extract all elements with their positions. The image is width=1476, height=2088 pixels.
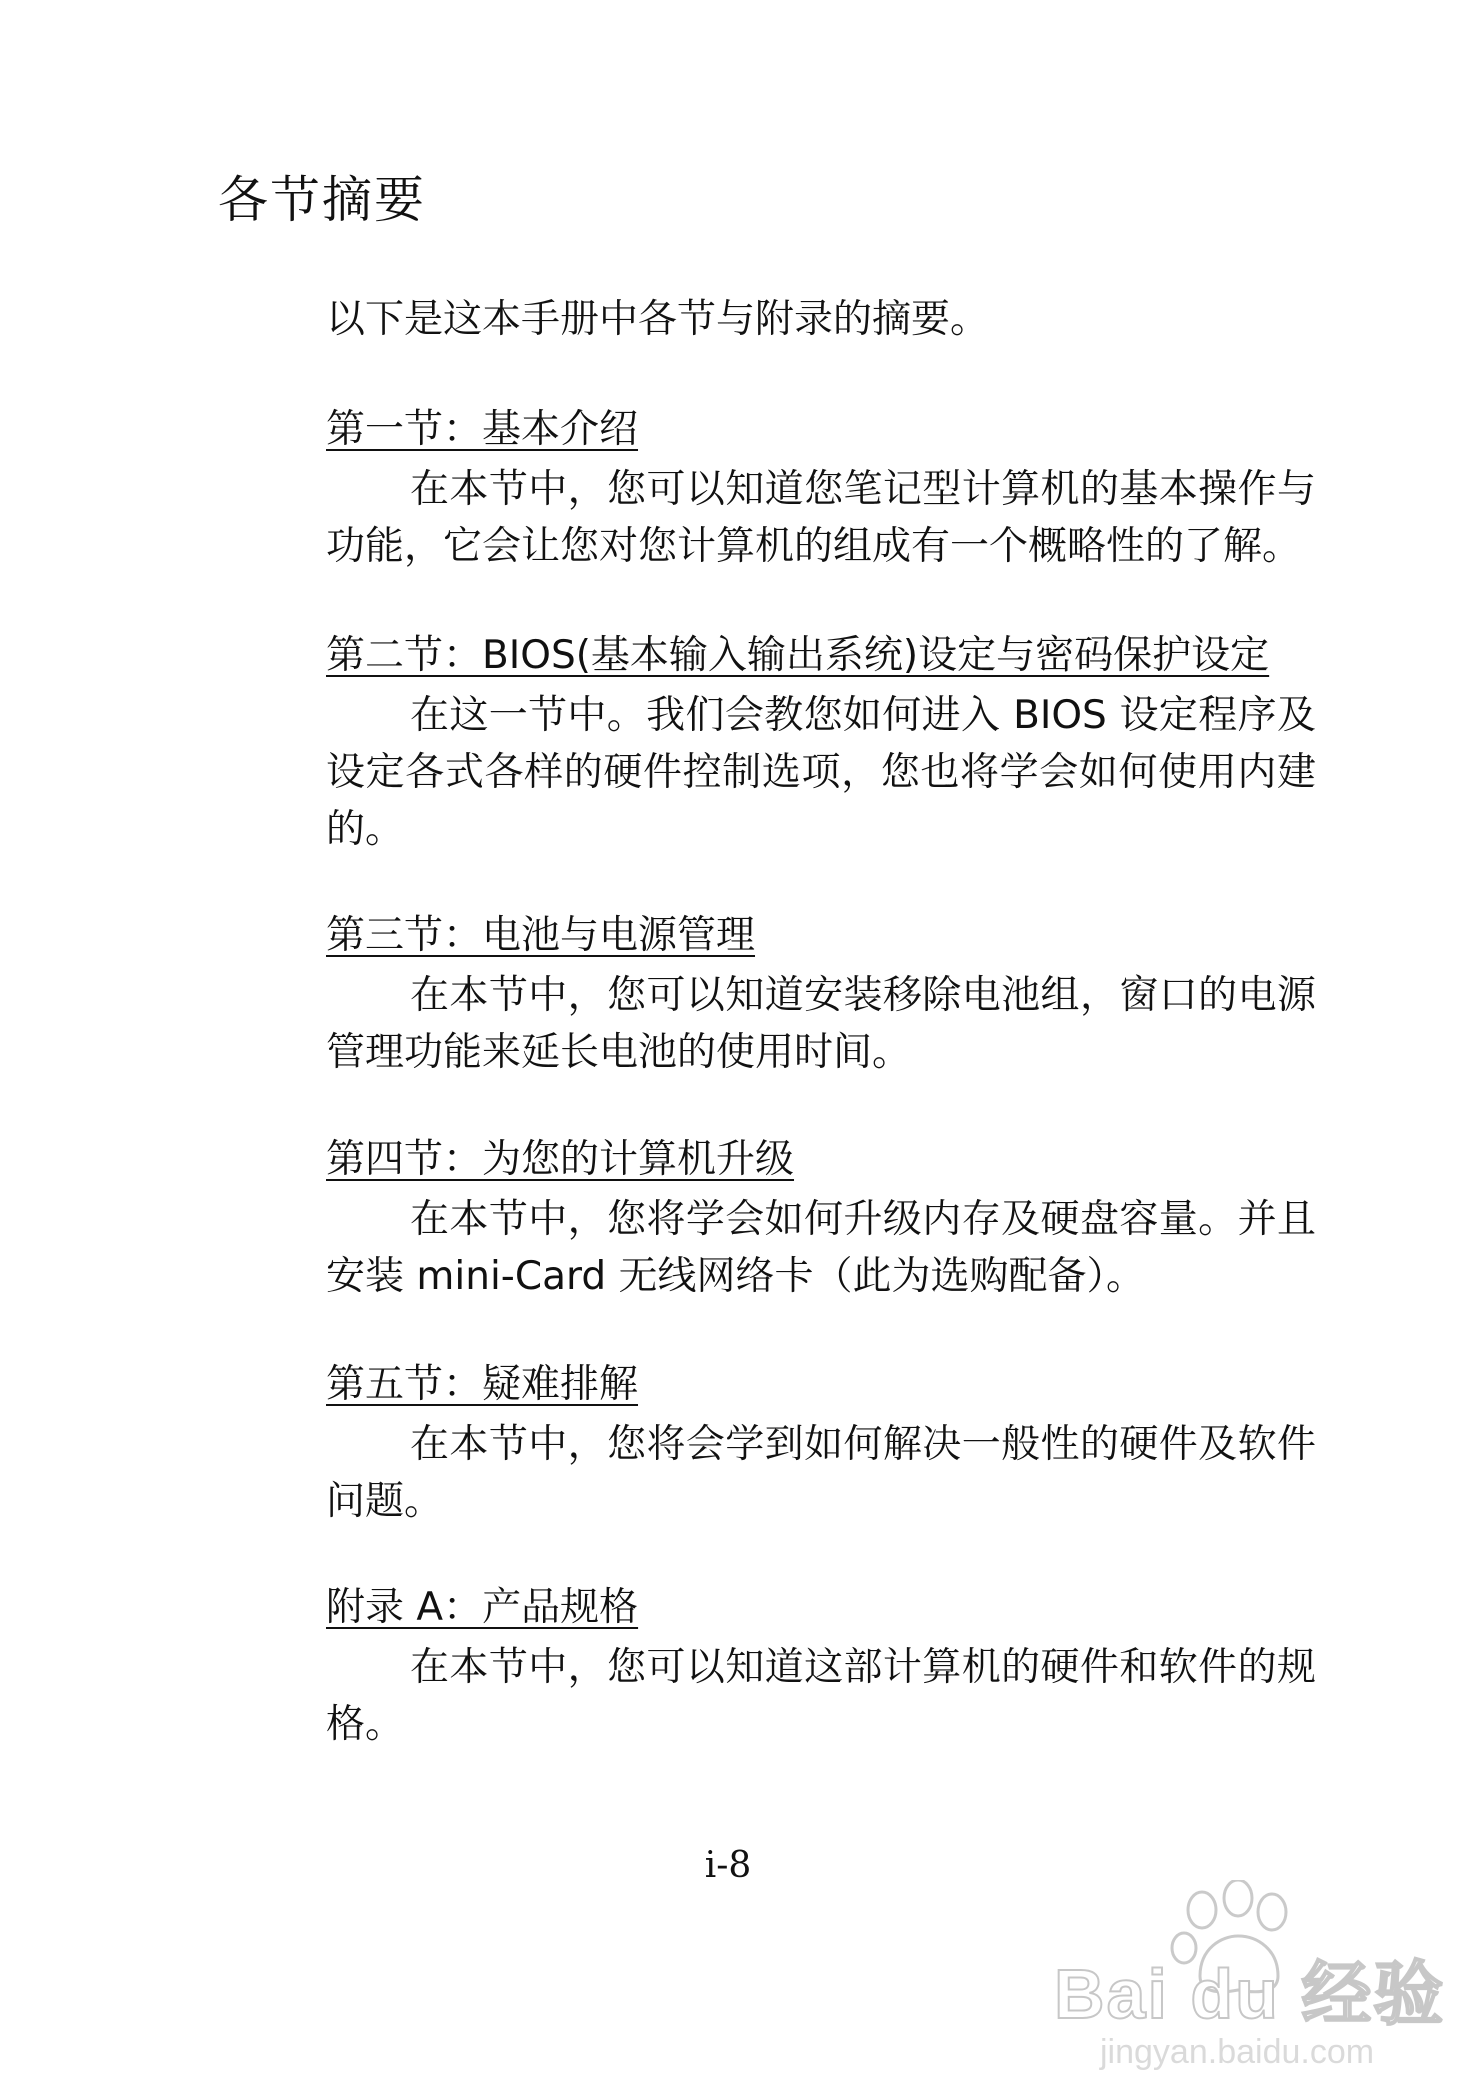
section-heading: 第二节：BIOS(基本输入输出系统)设定与密码保护设定 xyxy=(326,633,1270,678)
section-heading: 第五节：疑难排解 xyxy=(326,1362,639,1407)
section-body: 在本节中，您将会学到如何解决一般性的硬件及软件问题。 xyxy=(326,1422,1316,1524)
section-body: 在本节中，您可以知道安装移除电池组，窗口的电源管理功能来延长电池的使用时间。 xyxy=(326,973,1316,1075)
section-4 xyxy=(326,1132,1316,1305)
section-heading: 第一节：基本介绍 xyxy=(326,407,639,452)
section-3 xyxy=(326,908,1316,1081)
section-5 xyxy=(326,1357,1316,1530)
intro-paragraph: 以下是这本手册中各节与附录的摘要。 xyxy=(326,297,990,342)
baidu-jingyan-watermark xyxy=(1040,1880,1460,2080)
section-heading: 第三节：电池与电源管理 xyxy=(326,913,756,958)
page-title: 各节摘要 xyxy=(218,171,426,229)
watermark-logo-text: Bai du 经验 xyxy=(1054,1955,1446,2033)
watermark-url: jingyan.baidu.com xyxy=(1100,2033,1375,2071)
section-heading: 第四节：为您的计算机升级 xyxy=(326,1137,795,1182)
section-body: 在本节中，您将学会如何升级内存及硬盘容量。并且安装 mini-Card 无线网络卡（此为选购配备）。 xyxy=(326,1197,1316,1299)
section-1 xyxy=(326,402,1316,575)
section-heading: 附录 A：产品规格 xyxy=(326,1585,639,1630)
section-body: 在本节中，您可以知道这部计算机的硬件和软件的规格。 xyxy=(326,1645,1316,1747)
appendix-a xyxy=(326,1580,1316,1753)
section-2 xyxy=(326,628,1316,858)
section-body: 在本节中，您可以知道您笔记型计算机的基本操作与功能，它会让您对您计算机的组成有一个概略性的了解。 xyxy=(326,467,1316,569)
section-body: 在这一节中。我们会教您如何进入 BIOS 设定程序及设定各式各样的硬件控制选项，您也将学会如何使用内建的。 xyxy=(326,693,1316,852)
page-number: i-8 xyxy=(704,1845,752,1886)
